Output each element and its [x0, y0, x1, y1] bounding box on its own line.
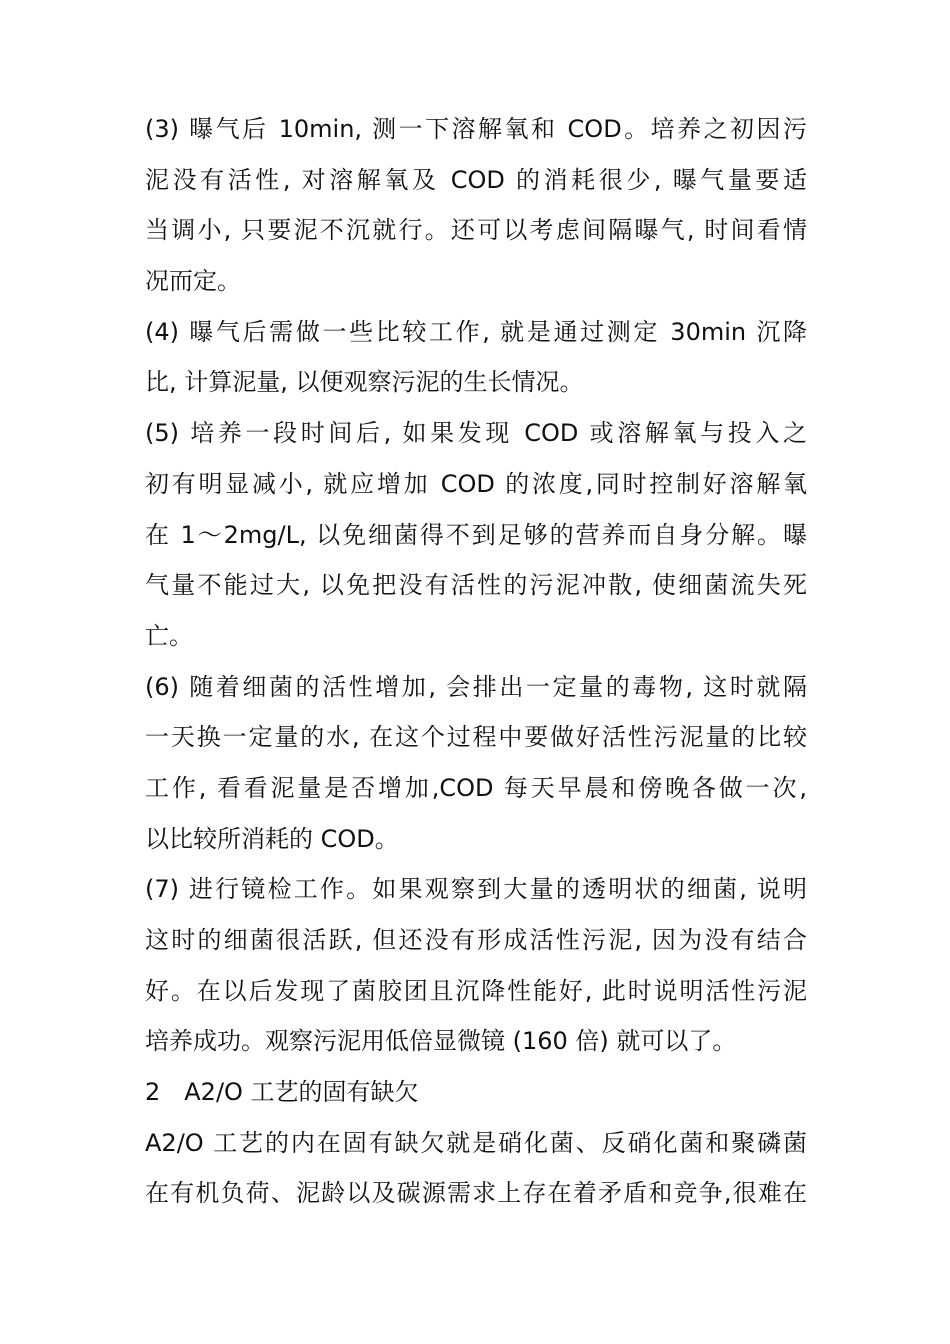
paragraph-5-line-5: 亡。: [145, 621, 193, 650]
paragraph-5-line-4: 气量不能过大, 以免把没有活性的污泥冲散, 使细菌流失死: [145, 571, 807, 600]
section-heading: 2 A2/O 工艺的固有缺欠: [145, 1078, 419, 1107]
paragraph-6-line-2: 一天换一定量的水, 在这个过程中要做好活性污泥量的比较: [145, 723, 807, 752]
paragraph-7-line-1: (7) 进行镜检工作。如果观察到大量的透明状的细菌, 说明: [145, 875, 807, 904]
paragraph-3-line-3: 当调小, 只要泥不沉就行。还可以考虑间隔曝气, 时间看情: [145, 216, 807, 245]
paragraph-4-line-1: (4) 曝气后需做一些比较工作, 就是通过测定 30min 沉降: [145, 317, 807, 346]
paragraph-6-line-4: 以比较所消耗的 COD。: [145, 824, 399, 853]
paragraph-7-line-4: 培养成功。观察污泥用低倍显微镜 (160 倍) 就可以了。: [145, 1027, 737, 1056]
paragraph-4-line-2: 比, 计算泥量, 以便观察污泥的生长情况。: [145, 368, 584, 397]
paragraph-3-line-1: (3) 曝气后 10min, 测一下溶解氧和 COD。培养之初因污: [145, 115, 807, 143]
paragraph-6-line-3: 工作, 看看泥量是否增加,COD 每天早晨和傍晚各做一次,: [145, 773, 807, 802]
paragraph-5-line-2: 初有明显减小, 就应增加 COD 的浓度,同时控制好溶解氧: [145, 469, 807, 498]
paragraph-7-line-2: 这时的细菌很活跃, 但还没有形成活性污泥, 因为没有结合: [145, 926, 807, 954]
section-paragraph-line-1: A2/O 工艺的内在固有缺欠就是硝化菌、反硝化菌和聚磷菌: [145, 1128, 807, 1157]
section-paragraph-line-2: 在有机负荷、泥龄以及碳源需求上存在着矛盾和竞争,很难在: [145, 1179, 807, 1208]
paragraph-3-line-2: 泥没有活性, 对溶解氧及 COD 的消耗很少, 曝气量要适: [145, 165, 807, 194]
paragraph-7-line-3: 好。在以后发现了菌胶团且沉降性能好, 此时说明活性污泥: [145, 976, 807, 1005]
paragraph-6-line-1: (6) 随着细菌的活性增加, 会排出一定量的毒物, 这时就隔: [145, 672, 807, 701]
paragraph-5-line-1: (5) 培养一段时间后, 如果发现 COD 或溶解氧与投入之: [145, 419, 807, 448]
document-body: [145, 104, 807, 1219]
paragraph-3-line-4: 况而定。: [145, 267, 241, 296]
paragraph-5-line-3: 在 1～2mg/L, 以免细菌得不到足够的营养而自身分解。曝: [145, 520, 807, 549]
